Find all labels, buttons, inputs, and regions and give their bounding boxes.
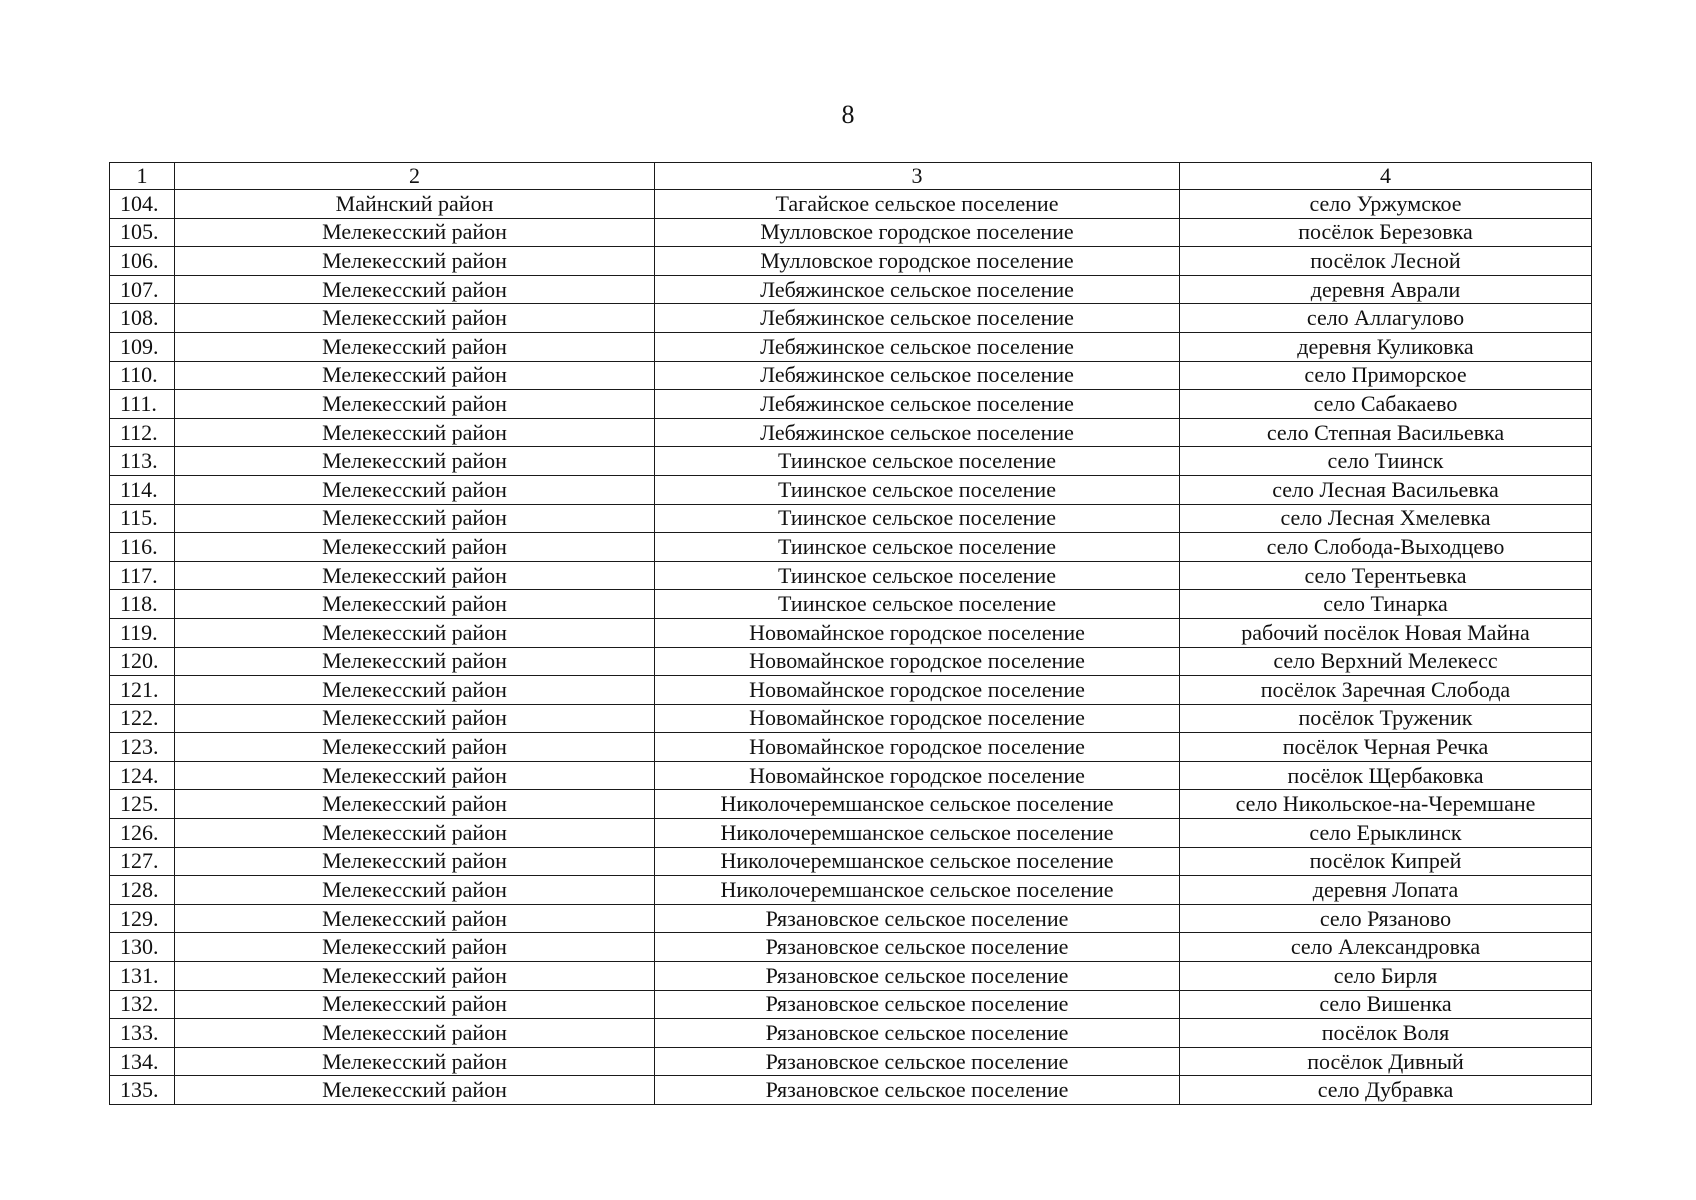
- district-cell: Мелекесский район: [175, 504, 655, 533]
- table-row: [110, 990, 1592, 1019]
- table-row: [110, 561, 1592, 590]
- row-number-cell: 133.: [110, 1019, 175, 1048]
- row-number-cell: 108.: [110, 304, 175, 333]
- district-cell: Мелекесский район: [175, 533, 655, 562]
- district-cell: Мелекесский район: [175, 876, 655, 905]
- locality-cell: село Бирля: [1180, 962, 1592, 991]
- district-cell: Мелекесский район: [175, 418, 655, 447]
- page-number: 8: [841, 100, 855, 129]
- district-cell: Мелекесский район: [175, 590, 655, 619]
- settlement-cell: Николочеремшанское сельское поселение: [655, 847, 1180, 876]
- locality-cell: посёлок Лесной: [1180, 247, 1592, 276]
- table-row: [110, 790, 1592, 819]
- settlement-cell: Лебяжинское сельское поселение: [655, 418, 1180, 447]
- district-cell: Мелекесский район: [175, 475, 655, 504]
- district-cell: Мелекесский район: [175, 390, 655, 419]
- table-row: [110, 1047, 1592, 1076]
- row-number-cell: 112.: [110, 418, 175, 447]
- table-row: [110, 504, 1592, 533]
- locality-cell: посёлок Щербаковка: [1180, 761, 1592, 790]
- table-row: [110, 647, 1592, 676]
- district-cell: Мелекесский район: [175, 733, 655, 762]
- district-cell: Мелекесский район: [175, 990, 655, 1019]
- settlement-cell: Рязановское сельское поселение: [655, 962, 1180, 991]
- locality-cell: село Слобода-Выходцево: [1180, 533, 1592, 562]
- district-cell: Мелекесский район: [175, 790, 655, 819]
- district-cell: Мелекесский район: [175, 1019, 655, 1048]
- table-row: [110, 533, 1592, 562]
- table-row: [110, 590, 1592, 619]
- settlement-cell: Тиинское сельское поселение: [655, 504, 1180, 533]
- table-row: [110, 475, 1592, 504]
- row-number-cell: 109.: [110, 332, 175, 361]
- locality-cell: посёлок Кипрей: [1180, 847, 1592, 876]
- locality-cell: село Терентьевка: [1180, 561, 1592, 590]
- table-row: [110, 1019, 1592, 1048]
- table-header-row: [110, 163, 1592, 190]
- table-row: [110, 962, 1592, 991]
- table-row: [110, 390, 1592, 419]
- locality-cell: посёлок Воля: [1180, 1019, 1592, 1048]
- locality-cell: село Ерыклинск: [1180, 819, 1592, 848]
- locality-cell: село Лесная Хмелевка: [1180, 504, 1592, 533]
- table-row: [110, 418, 1592, 447]
- table-row: [110, 304, 1592, 333]
- settlement-cell: Мулловское городское поселение: [655, 218, 1180, 247]
- settlement-cell: Рязановское сельское поселение: [655, 933, 1180, 962]
- settlement-cell: Лебяжинское сельское поселение: [655, 361, 1180, 390]
- locality-cell: посёлок Березовка: [1180, 218, 1592, 247]
- district-cell: Мелекесский район: [175, 704, 655, 733]
- row-number-cell: 127.: [110, 847, 175, 876]
- district-cell: Мелекесский район: [175, 933, 655, 962]
- district-cell: Мелекесский район: [175, 647, 655, 676]
- district-cell: Мелекесский район: [175, 447, 655, 476]
- row-number-cell: 121.: [110, 676, 175, 705]
- settlement-cell: Лебяжинское сельское поселение: [655, 332, 1180, 361]
- locality-cell: деревня Аврали: [1180, 275, 1592, 304]
- locality-cell: рабочий посёлок Новая Майна: [1180, 618, 1592, 647]
- settlement-cell: Рязановское сельское поселение: [655, 1019, 1180, 1048]
- locality-cell: село Рязаново: [1180, 904, 1592, 933]
- district-cell: Мелекесский район: [175, 218, 655, 247]
- settlement-cell: Новомайнское городское поселение: [655, 761, 1180, 790]
- row-number-cell: 129.: [110, 904, 175, 933]
- row-number-cell: 135.: [110, 1076, 175, 1105]
- district-cell: Мелекесский район: [175, 275, 655, 304]
- table-row: [110, 361, 1592, 390]
- district-cell: Мелекесский район: [175, 847, 655, 876]
- locality-cell: село Вишенка: [1180, 990, 1592, 1019]
- settlement-cell: Тиинское сельское поселение: [655, 475, 1180, 504]
- settlement-cell: Рязановское сельское поселение: [655, 1076, 1180, 1105]
- locality-cell: деревня Лопата: [1180, 876, 1592, 905]
- settlement-cell: Лебяжинское сельское поселение: [655, 275, 1180, 304]
- table-body: [110, 163, 1592, 1105]
- settlement-cell: Лебяжинское сельское поселение: [655, 390, 1180, 419]
- settlement-cell: Мулловское городское поселение: [655, 247, 1180, 276]
- settlement-cell: Новомайнское городское поселение: [655, 676, 1180, 705]
- row-number-cell: 117.: [110, 561, 175, 590]
- header-cell-1: 1: [110, 163, 175, 190]
- row-number-cell: 125.: [110, 790, 175, 819]
- district-cell: Мелекесский район: [175, 1076, 655, 1105]
- settlement-cell: Новомайнское городское поселение: [655, 618, 1180, 647]
- row-number-cell: 110.: [110, 361, 175, 390]
- row-number-cell: 116.: [110, 533, 175, 562]
- district-cell: Мелекесский район: [175, 904, 655, 933]
- district-cell: Мелекесский район: [175, 676, 655, 705]
- table-row: [110, 761, 1592, 790]
- locality-cell: село Тиинск: [1180, 447, 1592, 476]
- header-cell-3: 3: [655, 163, 1180, 190]
- locality-cell: село Верхний Мелекесс: [1180, 647, 1592, 676]
- row-number-cell: 122.: [110, 704, 175, 733]
- row-number-cell: 120.: [110, 647, 175, 676]
- table-row: [110, 247, 1592, 276]
- header-cell-4: 4: [1180, 163, 1592, 190]
- settlement-cell: Новомайнское городское поселение: [655, 647, 1180, 676]
- settlement-cell: Рязановское сельское поселение: [655, 904, 1180, 933]
- district-cell: Мелекесский район: [175, 819, 655, 848]
- table-row: [110, 332, 1592, 361]
- table-row: [110, 218, 1592, 247]
- table-row: [110, 847, 1592, 876]
- settlement-cell: Новомайнское городское поселение: [655, 733, 1180, 762]
- locality-cell: посёлок Дивный: [1180, 1047, 1592, 1076]
- locality-cell: село Степная Васильевка: [1180, 418, 1592, 447]
- row-number-cell: 128.: [110, 876, 175, 905]
- district-cell: Мелекесский район: [175, 962, 655, 991]
- locality-cell: село Приморское: [1180, 361, 1592, 390]
- row-number-cell: 104.: [110, 190, 175, 219]
- locality-cell: село Лесная Васильевка: [1180, 475, 1592, 504]
- settlement-cell: Николочеремшанское сельское поселение: [655, 819, 1180, 848]
- settlements-table: [109, 162, 1592, 1105]
- locality-cell: село Аллагулово: [1180, 304, 1592, 333]
- table-row: [110, 876, 1592, 905]
- settlement-cell: Новомайнское городское поселение: [655, 704, 1180, 733]
- table-row: [110, 819, 1592, 848]
- row-number-cell: 130.: [110, 933, 175, 962]
- district-cell: Мелекесский район: [175, 561, 655, 590]
- settlement-cell: Тагайское сельское поселение: [655, 190, 1180, 219]
- settlement-cell: Тиинское сельское поселение: [655, 561, 1180, 590]
- settlement-cell: Тиинское сельское поселение: [655, 533, 1180, 562]
- row-number-cell: 123.: [110, 733, 175, 762]
- locality-cell: село Александровка: [1180, 933, 1592, 962]
- table-row: [110, 1076, 1592, 1105]
- district-cell: Мелекесский район: [175, 247, 655, 276]
- district-cell: Мелекесский район: [175, 618, 655, 647]
- header-cell-2: 2: [175, 163, 655, 190]
- table-row: [110, 618, 1592, 647]
- table-row: [110, 190, 1592, 219]
- row-number-cell: 119.: [110, 618, 175, 647]
- row-number-cell: 124.: [110, 761, 175, 790]
- locality-cell: посёлок Черная Речка: [1180, 733, 1592, 762]
- row-number-cell: 131.: [110, 962, 175, 991]
- district-cell: Мелекесский район: [175, 361, 655, 390]
- settlement-cell: Николочеремшанское сельское поселение: [655, 790, 1180, 819]
- locality-cell: посёлок Заречная Слобода: [1180, 676, 1592, 705]
- locality-cell: село Дубравка: [1180, 1076, 1592, 1105]
- row-number-cell: 113.: [110, 447, 175, 476]
- district-cell: Майнский район: [175, 190, 655, 219]
- row-number-cell: 115.: [110, 504, 175, 533]
- locality-cell: село Уржумское: [1180, 190, 1592, 219]
- table-row: [110, 733, 1592, 762]
- locality-cell: село Сабакаево: [1180, 390, 1592, 419]
- settlement-cell: Рязановское сельское поселение: [655, 990, 1180, 1019]
- table-row: [110, 676, 1592, 705]
- row-number-cell: 106.: [110, 247, 175, 276]
- locality-cell: село Никольское-на-Черемшане: [1180, 790, 1592, 819]
- district-cell: Мелекесский район: [175, 761, 655, 790]
- row-number-cell: 107.: [110, 275, 175, 304]
- row-number-cell: 114.: [110, 475, 175, 504]
- row-number-cell: 105.: [110, 218, 175, 247]
- settlement-cell: Рязановское сельское поселение: [655, 1047, 1180, 1076]
- settlement-cell: Тиинское сельское поселение: [655, 590, 1180, 619]
- table-row: [110, 904, 1592, 933]
- settlement-cell: Лебяжинское сельское поселение: [655, 304, 1180, 333]
- locality-cell: деревня Куликовка: [1180, 332, 1592, 361]
- locality-cell: село Тинарка: [1180, 590, 1592, 619]
- row-number-cell: 126.: [110, 819, 175, 848]
- locality-cell: посёлок Труженик: [1180, 704, 1592, 733]
- row-number-cell: 111.: [110, 390, 175, 419]
- district-cell: Мелекесский район: [175, 1047, 655, 1076]
- district-cell: Мелекесский район: [175, 304, 655, 333]
- row-number-cell: 132.: [110, 990, 175, 1019]
- table-row: [110, 704, 1592, 733]
- district-cell: Мелекесский район: [175, 332, 655, 361]
- table-row: [110, 933, 1592, 962]
- row-number-cell: 118.: [110, 590, 175, 619]
- row-number-cell: 134.: [110, 1047, 175, 1076]
- table-row: [110, 447, 1592, 476]
- settlement-cell: Тиинское сельское поселение: [655, 447, 1180, 476]
- settlement-cell: Николочеремшанское сельское поселение: [655, 876, 1180, 905]
- table-row: [110, 275, 1592, 304]
